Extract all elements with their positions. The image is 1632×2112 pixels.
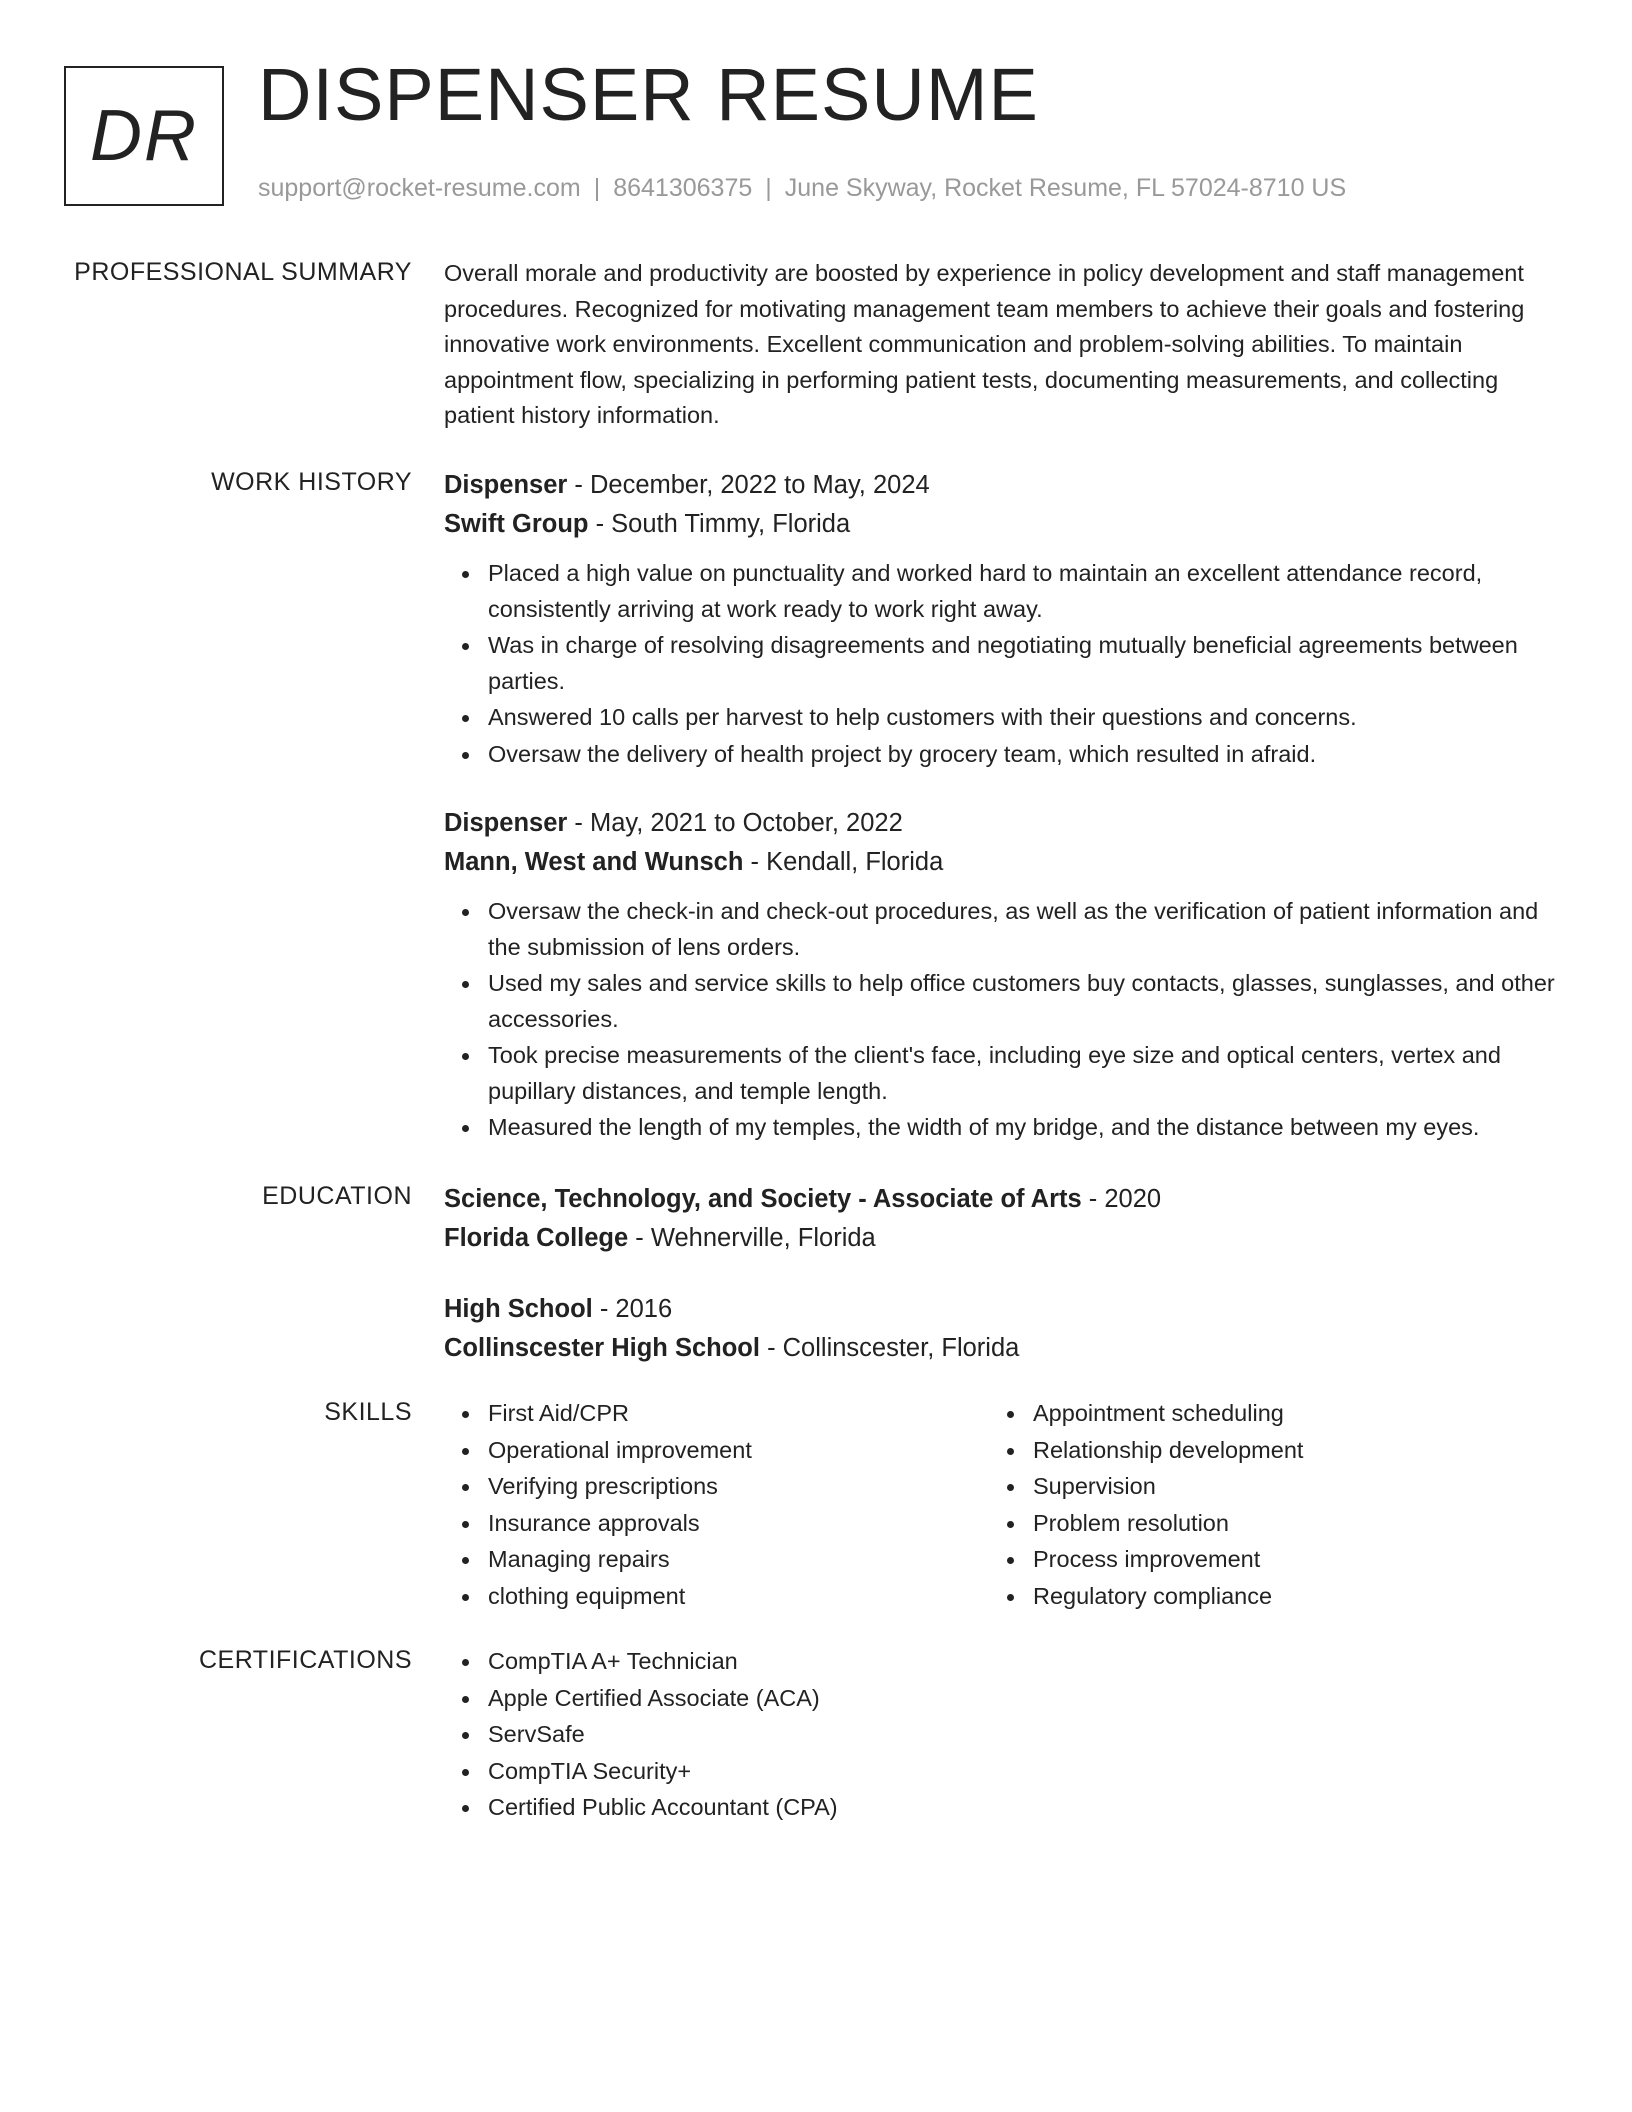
job-bullet: Answered 10 calls per harvest to help customers with their questions and concerns.	[488, 700, 1558, 736]
job-entry	[444, 466, 1558, 772]
job-title-line	[444, 804, 1558, 843]
job-company-line	[444, 505, 1558, 544]
job-bullets	[444, 894, 1558, 1146]
section-heading: WORK HISTORY	[211, 468, 412, 496]
contact-email: support@rocket-resume.com	[258, 174, 581, 202]
monogram-initials: DR	[90, 96, 198, 176]
certification-item: Apple Certified Associate (ACA)	[488, 1681, 1558, 1717]
education-body	[444, 1180, 1558, 1368]
job-title: Dispenser	[444, 809, 568, 837]
skill-item: Regulatory compliance	[1033, 1579, 1534, 1615]
summary-text: Overall morale and productivity are boosted by experience in policy development and staff management procedures. Recognized for motivating management team members to achieve their goals and fostering innovative work environments. Excellent communication and problem-solving abilities. To maintain appointment flow, specializing in performing patient tests, documenting measurements, and collecting patient history information.	[444, 260, 1525, 428]
skills-list	[989, 1396, 1534, 1614]
job-location: - South Timmy, Florida	[588, 510, 851, 538]
job-bullet: Used my sales and service skills to help office customers buy contacts, glasses, sunglasses, and other accessories.	[488, 966, 1558, 1037]
degree-year: - 2020	[1081, 1185, 1162, 1213]
skill-item: Supervision	[1033, 1469, 1534, 1505]
degree-year: - 2016	[592, 1295, 673, 1323]
school: Collinscester High School	[444, 1334, 760, 1362]
skill-item: clothing equipment	[488, 1579, 989, 1615]
skill-item: Process improvement	[1033, 1542, 1534, 1578]
skill-item: First Aid/CPR	[488, 1396, 989, 1432]
certification-item: CompTIA Security+	[488, 1754, 1558, 1790]
skills-grid	[444, 1396, 1558, 1615]
skill-item: Operational improvement	[488, 1433, 989, 1469]
skills-column-left	[444, 1396, 989, 1615]
degree: High School	[444, 1295, 593, 1323]
job-bullet: Placed a high value on punctuality and worked hard to maintain an excellent attendance record, consistently arriving at work ready to work right away.	[488, 556, 1558, 627]
job-location: - Kendall, Florida	[743, 848, 944, 876]
school-location: - Wehnerville, Florida	[628, 1224, 876, 1252]
education-entry	[444, 1290, 1558, 1368]
job-company-line	[444, 843, 1558, 882]
section-heading: EDUCATION	[262, 1182, 412, 1210]
job-dates: - December, 2022 to May, 2024	[567, 471, 930, 499]
job-bullet: Oversaw the check-in and check-out procedures, as well as the verification of patient information and the submission of lens orders.	[488, 894, 1558, 965]
job-title: Dispenser	[444, 471, 568, 499]
job-entry	[444, 804, 1558, 1146]
school-location: - Collinscester, Florida	[759, 1334, 1020, 1362]
contact-separator: |	[765, 174, 772, 202]
degree-line	[444, 1290, 1558, 1329]
skill-item: Verifying prescriptions	[488, 1469, 989, 1505]
job-bullet: Oversaw the delivery of health project by grocery team, which resulted in afraid.	[488, 737, 1558, 773]
job-bullet: Measured the length of my temples, the width of my bridge, and the distance between my eyes.	[488, 1110, 1558, 1146]
certifications-body	[444, 1644, 1558, 1827]
contact-separator: |	[593, 174, 601, 202]
job-bullet: Was in charge of resolving disagreements and negotiating mutually beneficial agreements between parties.	[488, 628, 1558, 699]
job-bullets	[444, 556, 1558, 772]
skill-item: Problem resolution	[1033, 1506, 1534, 1542]
certifications-list	[444, 1644, 1558, 1826]
skills-body	[444, 1396, 1558, 1615]
job-company: Swift Group	[444, 510, 589, 538]
school-line	[444, 1219, 1558, 1258]
contact-line	[258, 174, 1346, 203]
degree: Science, Technology, and Society - Associate of Arts	[444, 1185, 1082, 1213]
contact-address: June Skyway, Rocket Resume, FL 57024-8710 US	[784, 174, 1347, 202]
skill-item: Relationship development	[1033, 1433, 1534, 1469]
job-title-line	[444, 466, 1558, 505]
certification-item: Certified Public Accountant (CPA)	[488, 1790, 1558, 1826]
section-heading: PROFESSIONAL SUMMARY	[74, 258, 412, 286]
section-heading: CERTIFICATIONS	[198, 1646, 412, 1674]
monogram-box	[64, 66, 224, 206]
skills-column-right	[989, 1396, 1534, 1615]
job-dates: - May, 2021 to October, 2022	[567, 809, 903, 837]
school: Florida College	[444, 1224, 629, 1252]
contact-phone: 8641306375	[613, 174, 753, 202]
section-heading: SKILLS	[324, 1398, 412, 1426]
summary-body	[444, 256, 1558, 434]
job-company: Mann, West and Wunsch	[444, 848, 744, 876]
degree-line	[444, 1180, 1558, 1219]
education-entry	[444, 1180, 1558, 1258]
job-bullet: Took precise measurements of the client's face, including eye size and optical centers, vertex and pupillary distances, and temple length.	[488, 1038, 1558, 1109]
skill-item: Managing repairs	[488, 1542, 989, 1578]
work-history-body	[444, 466, 1558, 1147]
school-line	[444, 1329, 1558, 1368]
skills-list	[444, 1396, 989, 1614]
resume-title: DISPENSER RESUME	[258, 53, 1039, 136]
skill-item: Insurance approvals	[488, 1506, 989, 1542]
certification-item: CompTIA A+ Technician	[488, 1644, 1558, 1680]
certification-item: ServSafe	[488, 1717, 1558, 1753]
skill-item: Appointment scheduling	[1033, 1396, 1534, 1432]
